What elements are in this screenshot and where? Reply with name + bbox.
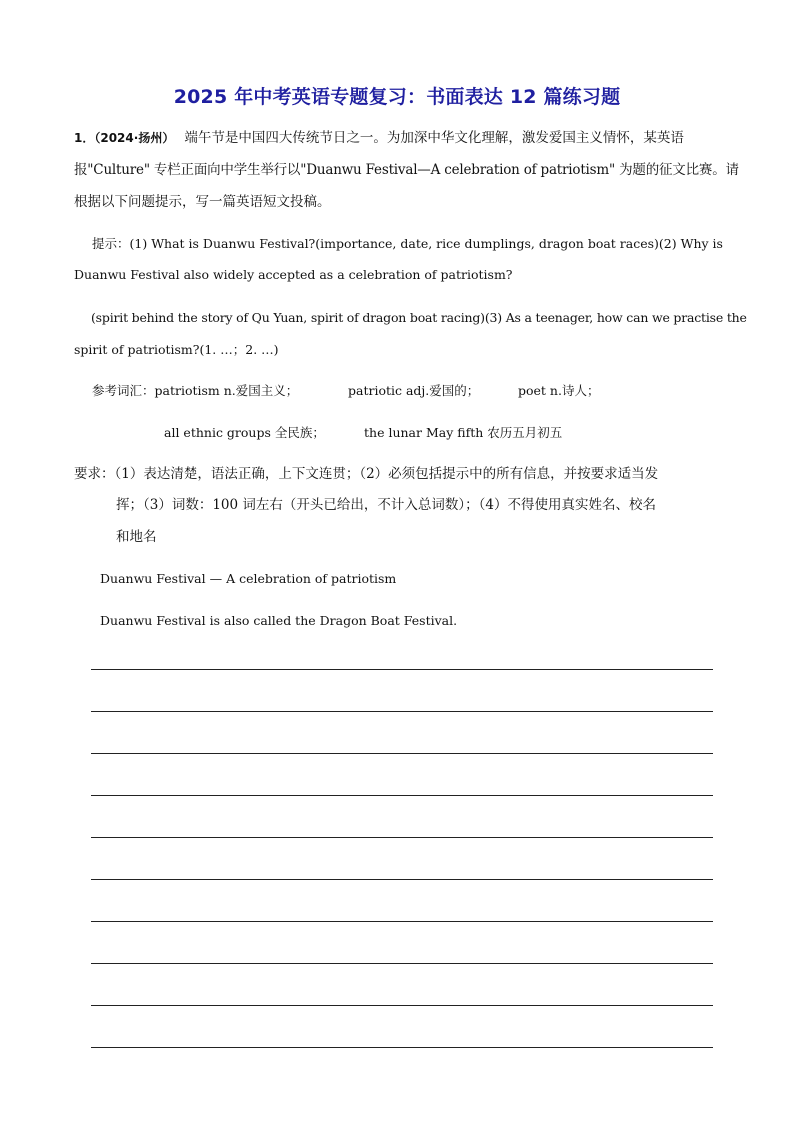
vocab-item-1: patriotism n.爱国主义； [154, 383, 299, 398]
essay-title: Duanwu Festival — A celebration of patriotism [100, 571, 397, 586]
vocab-item-2: patriotic adj.爱国的； [348, 383, 480, 398]
requirements-line-1 [74, 465, 658, 483]
vocabulary-line-1 [92, 382, 298, 400]
hints-line-4: spirit of patriotism?(1. …；2. …) [74, 342, 279, 357]
answer-line [91, 669, 713, 670]
answer-line [91, 753, 713, 754]
hints-line-3: (spirit behind the story of Qu Yuan, spirit of dragon boat racing)(3) As a teenager, how can we practise the [91, 310, 747, 325]
hints-line-2: Duanwu Festival also widely accepted as a celebration of patriotism? [74, 267, 513, 282]
requirements-line-3: 和地名 [116, 529, 157, 545]
vocab-item-3: poet n.诗人； [518, 383, 600, 398]
answer-line [91, 795, 713, 796]
answer-line [91, 711, 713, 712]
answer-line [91, 921, 713, 922]
question-intro-line-1 [74, 129, 684, 147]
question-number: 1． [74, 131, 95, 145]
requirements-line-2: 挥；（3）词数：100 词左右（开头已给出，不计入总词数）；（4）不得使用真实姓名、校名 [116, 497, 656, 513]
answer-line [91, 1047, 713, 1048]
requirements-text-1: （1）表达清楚，语法正确，上下文连贯；（2）必须包括提示中的所有信息，并按要求适当发 [114, 466, 659, 482]
answer-line [91, 963, 713, 964]
requirements-label: 要求： [74, 466, 115, 482]
essay-start-sentence: Duanwu Festival is also called the Dragon Boat Festival. [100, 613, 458, 628]
page-title: 2025 年中考英语专题复习：书面表达 12 篇练习题 [173, 86, 621, 108]
question-intro-line-3: 根据以下问题提示，写一篇英语短文投稿。 [74, 194, 331, 210]
answer-line [91, 879, 713, 880]
hints-text-1: (1) What is Duanwu Festival?(importance, date, rice dumplings, dragon boat races)(2) Why is [129, 236, 723, 251]
vocab-item-4: all ethnic groups 全民族； [164, 425, 325, 440]
hints-label: 提示： [92, 236, 130, 251]
intro-text-1: 端午节是中国四大传统节日之一。为加深中华文化理解，激发爱国主义情怀，某英语 [184, 130, 684, 146]
vocabulary-label: 参考词汇： [92, 383, 155, 398]
answer-line [91, 1005, 713, 1006]
vocab-item-5: the lunar May fifth 农历五月初五 [364, 425, 563, 440]
question-intro-line-2: 报"Culture" 专栏正面向中学生举行以"Duanwu Festival—A celebration of patriotism" 为题的征文比赛。请 [74, 162, 739, 178]
answer-line [91, 837, 713, 838]
question-source: （2024·扬州） [94, 131, 175, 145]
hints-line-1 [92, 235, 723, 253]
